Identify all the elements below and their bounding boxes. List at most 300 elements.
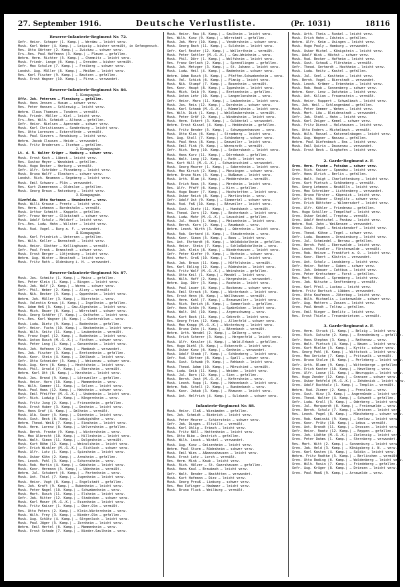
casualty-entry: Wehrm. Rud. Ziemer (2. Komp.) — Prenzlau — verw. xyxy=(292,387,388,392)
casualty-entry: Musk. Arth. Theis — Runkel — leicht verw. xyxy=(292,32,374,36)
header-title: Deutsche Verlustliste. xyxy=(135,18,257,28)
casualty-entry: Res. Ludw. Geib (11. Komp.) — Weiden — leicht verw. xyxy=(166,368,269,373)
casualty-entry: Musk. Ludw. Dietz (9. Komp.) — Bodenheim — gefallen. xyxy=(18,321,122,326)
casualty-entry: Musk. Bruno Zahn (1. Komp.) — Bärenbach — vermißt. xyxy=(166,327,267,332)
casualty-entry: Musk. Paul Lauer (4. Komp.) — Bockenau — schwer verw. xyxy=(166,285,273,290)
casualty-entry: Musk. Heinr. Horn (10. Komp.) — Mommenheim — verw. xyxy=(18,379,118,384)
casualty-entry: Musk. Bruno Wolff — Elmshorn — schwer verw. xyxy=(18,172,104,177)
casualty-entry: Musk. Jos. Reis (12. Komp.) — Dorsheim — schwer verw. xyxy=(166,102,273,107)
casualty-entry: Res. Mart. Hänsel — Spremberg — leicht verw. xyxy=(292,276,380,281)
casualty-entry: Musk. Oskar Kühn (2. Komp.) — Armsheim — gefallen. xyxy=(18,454,118,459)
casualty-entry: Gefr. Alfr. Schröder — Pinneberg — leicht verw. xyxy=(18,168,112,173)
casualty-entry: Wehrm. Claus Thomsen — Tondern — vermißt. xyxy=(18,109,100,114)
casualty-entry: Wehrm. Theod. Weiß (7. Komp.) — Eimsheim — leicht verw. xyxy=(18,421,128,426)
casualty-entry: Gefr. Arth. Hübner — Steglitz — schwer verw. xyxy=(292,197,380,202)
casualty-entry: Gefr. Rich. Ludwig (1. Komp.) — Köngernheim — verw. xyxy=(18,396,120,401)
casualty-entry: Musk. Heinr. Stein (7. Komp.) — Schloßböckelheim — verw. xyxy=(166,243,279,248)
casualty-entry: Musk. Max Kirsch (2. Komp.) — Monzingen — schwer verw. xyxy=(166,169,275,174)
casualty-entry: Res. Franz Engel (12. Komp.) — Budenheim — leicht verw. xyxy=(18,334,128,339)
casualty-entry: Gefr. Heinr. Raatz (12. Komp.) — Reppen — gefallen. xyxy=(292,429,394,434)
casualty-entry: Gefr. Ludw. Kroll (5. Komp.) — Oderberg — leicht verw. xyxy=(292,399,400,404)
casualty-entry: Musk. Emil Strack (5. Komp.) — Winterbach — leicht verw. xyxy=(166,289,279,294)
casualty-entry: Res. Theod. Zorn (12. Komp.) — Becherbach — leicht verw. xyxy=(166,210,279,215)
spacer xyxy=(167,398,284,402)
casualty-entry: Musk. Hans Kaul — Braubach — leicht verw. xyxy=(166,467,249,472)
casualty-entry: Musk. Peter Meurer — Schierstein — schwer verw. xyxy=(166,417,261,422)
casualty-entry: Gren. Paul Wendt — Teltow — gefallen. xyxy=(292,305,366,310)
casualty-entry: Ers.-Res. Wilh. Schmidt — Altona — gefallen. xyxy=(18,117,106,122)
casualty-entry: Musk. Konr. Hermann (5. Komp.) — Udenheim — vermißt. xyxy=(18,467,122,472)
casualty-entry: Musk. Fritz Jung (2. Komp.) — Friesenheim — gefallen. xyxy=(18,400,124,405)
casualty-entry: Gefr. Rud. Gärtner (8. Komp.) — Spall — schwer verw. xyxy=(166,356,271,361)
casualty-entry: Musk. Ernst Berger — Lütjenburg — leicht verw. xyxy=(18,251,110,256)
casualty-entry: Res. Wilh. Keller — Barmstedt — leicht verw. xyxy=(18,239,106,244)
scan-border-left xyxy=(0,0,4,587)
casualty-entry: Musk. Jul. Born (12. Komp.) — Sien — gefallen. xyxy=(166,372,259,377)
casualty-entry: Landst. Rich. Neumann — Segeberg — leicht verw. xyxy=(18,176,112,181)
casualty-entry: Gren. Gust. Engel — Reinickendorf — leicht verw. xyxy=(292,226,388,231)
casualty-entry: Musk. Jos. Brand (9. Komp.) — Lörzweiler — gefallen. xyxy=(18,375,122,380)
casualty-entry: Gefr. Paul Frank — Bramstedt — schwer verw. xyxy=(18,247,104,252)
casualty-entry: Musk. Rud. Vogel — Burg a. F. — verwundet. xyxy=(18,226,102,231)
casualty-entry: Musk. Erich Hahn — Idstein — gefallen. xyxy=(292,36,368,41)
casualty-entry: Musk. Otto Klos (6. Komp.) — Stromberg — leicht verw. xyxy=(166,131,273,136)
casualty-entry: Gren. Jul. Marquardt (6. Komp.) — Freienwalde — verw. xyxy=(292,404,398,409)
casualty-entry: Musk. Ant. Thiel (7. Komp.) — Jugenheim — leicht verw. xyxy=(18,475,126,480)
casualty-entry: Res. Karl Fischer (9. Komp.) — Bautzen — gefallen. xyxy=(18,72,118,77)
casualty-entry: Musk. Gust. Beck (6. Komp.) — Ludwigshöhe — verw. xyxy=(18,417,116,422)
casualty-entry: Gren. Bruno Stolze (8. Komp.) — Perleberg — leicht verw. xyxy=(292,358,404,363)
casualty-entry: Gefr. Arth. Blume (9. Komp.) — Wittenberge — gefallen. xyxy=(292,362,400,367)
column-3 xyxy=(288,32,405,577)
casualty-entry: Wehrm. Leonh. Wirth (3. Komp.) — Odernheim — leicht verw. xyxy=(166,227,281,232)
casualty-entry: Gren. Otto Kaufmann — Jüterbog — leicht verw. xyxy=(292,292,382,297)
casualty-entry: Musk. Fritz Nöll — Hattenheim — leicht verw. xyxy=(166,430,255,435)
casualty-entry: Wehrm. Fritz Radtke (5. Komp.) — Berlinchen — vermißt. xyxy=(292,454,400,458)
casualty-entry: Musk. Wilh. Lauck — Winkel — verwundet. xyxy=(166,438,245,443)
casualty-entry: Gren. Alfr. Köhler — Friedenau — gefallen. xyxy=(292,205,376,210)
casualty-entry: Musk. Emil Schwarz — Plön — verwundet. xyxy=(18,180,94,185)
casualty-entry: Gefr. Rich. Berg (10. Komp.) — Seibersbach — leicht verw. xyxy=(166,148,281,153)
casualty-entry: Res. Herm. Mink — Kaub — leicht verw. xyxy=(166,459,241,464)
casualty-entry: Gren. Erich Böttcher — Wilmersdorf — leicht verw. xyxy=(292,201,390,206)
casualty-entry: Gren. Kurt Pietsch — Schöneberg — vermißt. xyxy=(292,180,376,185)
casualty-entry: Res. Kurt Hill (M.-G.-K.) — Schweinschied — verwundet. xyxy=(166,160,275,165)
casualty-entry: Musk. Peter Sattler (M.-G.-K.) — Gau-Weinheim — verw. xyxy=(166,52,273,57)
casualty-entry: Musk. Jos. Schmitz (1. Komp.) — Mainz — gefallen. xyxy=(18,275,116,280)
casualty-entry: Musk. Georg Braun — Ratzeburg — leicht verw. xyxy=(18,188,106,193)
casualty-entry: Gefr. Hans Schön (9. Komp.) — Spabrücken — leicht verw. xyxy=(166,306,277,311)
casualty-entry: Musk. Ernst Wagner (10. Komp.) — Pirna — verwundet. xyxy=(18,76,120,81)
casualty-entry: Musk. Mart. Groß (10. Komp.) — Traisen — leicht verw. xyxy=(166,256,273,261)
casualty-entry: Gefr. Heinr. Marx (11. Komp.) — Laubenheim — leicht verw. xyxy=(166,98,281,103)
casualty-entry: Musk. Konr. Stein (4. Komp.) — Zahlbach — leicht verw. xyxy=(18,354,126,359)
casualty-entry: Musk. Heinr. Rau (8. Komp.) — Saulheim — leicht verw. xyxy=(166,32,273,36)
casualty-entry: Res. Kurt Zimmermann — Oldesloe — gefallen. xyxy=(18,184,104,189)
casualty-entry: Musk. Friedr. Möller — Kiel — leicht verw. xyxy=(18,113,102,118)
casualty-entry: Gren. Jak. Held (3. Komp.) — Königsberg i. N. — verw. xyxy=(292,445,398,450)
casualty-entry: Musk. Georg Preuß — Limburg — schwer verw. xyxy=(166,479,251,484)
casualty-entry: Musk. Rich. Hölzer — St. Goarshausen — gefallen. xyxy=(166,463,263,468)
casualty-entry: Gefr. Erich Winkler (M.-G.-K.) — Eichloch — schwer verw. xyxy=(18,446,130,451)
casualty-entry: Gren. Ant. Brandt (11. Komp.) — Drossen — leicht verw. xyxy=(292,424,400,429)
casualty-entry: Musk. Ludw. Reitz — Kastel — gefallen. xyxy=(292,69,368,74)
casualty-entry: Musk. Karl Moser (M.-G.-K.) — Essenheim — leicht verw. xyxy=(18,500,126,505)
casualty-entry: Musk. Friedr. Lange (6. Komp.) — Dresden — bisher vermißt. xyxy=(18,60,134,65)
casualty-entry: Musk. Hans Jensen — Husum — schwer verw. xyxy=(18,101,98,106)
spacer xyxy=(18,264,159,268)
casualty-entry: Wehrm. Jacob Clausen — Heide — verwundet. xyxy=(18,138,100,143)
casualty-entry: Musk. Walt. Ohl (10. Komp.) — Argenschwang — verw. xyxy=(166,310,267,315)
casualty-entry: Gren. Jak. Nitsche — Senftenberg — vermißt. xyxy=(292,280,378,285)
casualty-entry: Gren. Rob. Kaminski (9. Komp.) — Seelow — leicht verw. xyxy=(292,416,400,421)
casualty-entry: Musk. Bernh. Korn (2. Komp.) — Raumbach — verw. xyxy=(166,223,261,228)
casualty-entry: Gren. Oskar Seidel — Treptow — vermißt. xyxy=(292,213,370,218)
header-date: 27. September 1916. xyxy=(18,19,102,28)
casualty-entry: Musk. Leonh. Rupp (1. Komp.) — Hahnenbach — leicht verw. xyxy=(166,381,279,386)
casualty-entry: Res. Ernst Henn (6. Komp.) — Wallhausen — vermißt. xyxy=(166,293,267,298)
casualty-entry: Gefr. Walt. Bender — Nastätten — verwundet. xyxy=(166,471,253,476)
casualty-entry: Musk. Rob. Martin (4. Komp.) — Gabsheim — leicht verw. xyxy=(18,462,126,467)
casualty-entry: Res. Otto Gärtner (2. Komp.) — Zwickau — schwer verw. xyxy=(18,47,124,52)
casualty-entry: Gren. Walt. Voigt — Charlottenburg — leicht verw. xyxy=(292,176,390,181)
regiment-heading: Reserve-Infanterie-Regiment Nr. 72. xyxy=(49,33,128,39)
casualty-entry: Musk. Aug. Kunz — Geisenheim — leicht verw. xyxy=(166,442,253,447)
casualty-entry: Musk. Rob. Haub — Sonnenberg — schwer verw. xyxy=(292,86,378,91)
casualty-entry: Gren. Rich. Kaiser — Spandau — leicht verw. xyxy=(292,168,378,173)
casualty-entry: Gefr. Karl Reuter (12. Komp.) — Wallertheim — vermißt. xyxy=(166,48,275,53)
casualty-entry: Musk. Mich. Seib (9. Komp.) — Bretzenheim — gefallen. xyxy=(166,90,273,95)
casualty-entry: Wehrm. Rob. Schell (2. Komp.) — Bundenbach — verw. xyxy=(166,385,267,390)
company-heading: 1. Kompagnie. xyxy=(75,92,102,97)
casualty-entry: Gefr. Hans Ulrich — Berlin — gefallen. xyxy=(292,172,368,177)
casualty-entry: Res. Wilh. Sommer (11. Komp.) — Selzen — leicht verw. xyxy=(18,383,124,388)
casualty-entry: Ers.-Res. Ludw. Hahn — Wilster — leicht verw. xyxy=(18,222,108,227)
casualty-entry: Musk. Paul Hess (8. Komp.) — Daxweiler — leicht verw. xyxy=(166,140,273,145)
casualty-entry: Gefr. Heinr. Rother — Guben — schwer verw. xyxy=(292,263,376,268)
casualty-entry: Gefr. Hans Stephan (3. Komp.) — Rathenow — verw. xyxy=(292,337,388,342)
casualty-entry: Wehrm. Fritz Bartsch — Lübben — verwundet. xyxy=(292,288,376,293)
casualty-entry: Musk. Fritz Brodersen — Itzehoe — gefallen. xyxy=(18,142,104,147)
casualty-entry: Musk. Gust. Dietz (11. Komp.) — Hundsbach — vermißt. xyxy=(166,206,271,211)
casualty-entry: Res. Otto Enders — Michelbach — vermißt. xyxy=(292,127,372,132)
casualty-entry: Wehrm. Rud. Jahn — Weißensee — verwundet. xyxy=(292,222,374,227)
casualty-entry: Musk. Ernst Beck — Singhofen — leicht verw. xyxy=(292,148,378,153)
casualty-entry: Gren. Paul Maaß (9. Komp.) — Arnswalde — verw. xyxy=(292,470,384,475)
column-1 xyxy=(18,32,159,577)
casualty-entry: Gren. Max Gericke (7. Komp.) — Pritzwalk — vermißt. xyxy=(292,354,394,359)
casualty-entry: Musk. Nik. Stumpf (7. Komp.) — Bosenheim — vermißt. xyxy=(166,81,269,86)
casualty-entry: Gren. Bruno Förster — Köpenick — leicht verw. xyxy=(292,193,382,198)
scan-border-top xyxy=(0,0,400,14)
casualty-entry: Musk. Paul Jäger (5. Komp.) — Zornheim — leicht verw. xyxy=(18,521,124,526)
casualty-entry: Gefr. Franz Werner — Glückstadt — schwer verw. xyxy=(18,214,110,219)
casualty-entry: Res. Joh. Weil — Schlangenbad — gefallen. xyxy=(292,102,374,107)
casualty-entry: Wehrm. Paul Diefenbach — Ems — leicht verw. xyxy=(292,140,378,145)
casualty-entry: Musk. Emil Quirin — Dausenau — verwundet. xyxy=(292,144,374,149)
casualty-entry: Musk. Valentin Kraus (4. Komp.) — Ingelheim — gefallen. xyxy=(18,300,128,305)
casualty-entry: Res. Wilh. Dick (1. Komp.) — Waldlaubersheim — vermißt. xyxy=(166,110,277,115)
casualty-entry: Musk. Max Knapp (M.-G.-K.) — Winterburg — leicht verw. xyxy=(166,322,275,327)
casualty-entry: Gren. Wilh. Rosin (7. Komp.) — Friedeberg — gefallen. xyxy=(292,462,398,467)
scan-border-bottom xyxy=(0,581,400,587)
casualty-entry: Wehrm. Ernst Kissel (4. Komp.) — Heddesheim — gefallen. xyxy=(166,123,277,128)
casualty-entry: Musk. Heinr. Vogt (8. Komp.) — Engelstadt — gefallen. xyxy=(18,479,124,484)
spacer xyxy=(292,318,405,322)
casualty-entry: Musk. Karl Zeiger — Kemel — schwer verw. xyxy=(292,119,372,124)
header-page-number: 18116 xyxy=(365,19,390,28)
casualty-entry: Gren. Theod. Wolter (4. Komp.) — Schwedt — gefallen. xyxy=(292,395,396,400)
regiment-heading: Reserve-Infanterie-Regiment Nr. 87. xyxy=(49,269,128,275)
casualty-entry: Musk. Val. Schick (6. Komp.) — Planig — leicht verw. xyxy=(166,77,271,82)
casualty-entry: Musk. Leonh. Krämer — Erbenheim — leicht verw. xyxy=(292,81,384,86)
casualty-entry: Musk. Jak. Wolf (2. Komp.) — Worms — schwer verw. xyxy=(18,284,116,289)
casualty-entry: Musk. Fritz Roth — Oldenburg i. H. — verwundet. xyxy=(18,260,112,265)
casualty-entry: Gefr. Otto Schneider (5. Komp.) — Weisenau — schwer verw. xyxy=(18,358,132,363)
casualty-entry: Musk. Karl Weber (4. Komp.) — Leipzig — bisher vermißt, in Gefangensch. xyxy=(18,43,159,48)
casualty-entry: Ers.-Res. Paul Hoffmann (3. Komp.) — Plauen — gefallen. xyxy=(18,51,128,56)
casualty-entry: Wehrm. Emil Hertel (6. Komp.) — Mommenheim — verw. xyxy=(18,525,118,530)
casualty-entry: Musk. Kurt Böhm (12. Komp.) — Weinolsheim — leicht verw. xyxy=(18,442,130,447)
column-2 xyxy=(163,32,284,577)
casualty-entry: Musk. Hugo Bauer (7. Komp.) — Hochstetten — leicht verw. xyxy=(166,189,279,194)
casualty-entry: Gren. Joh. Gebauer — Cottbus — leicht verw. xyxy=(292,267,378,272)
casualty-entry: Musk. Adolf Schulz — Meldorf — leicht verw. xyxy=(18,218,104,223)
casualty-entry: Gren. Adolf Buchholz (1. Komp.) — Templin — vermißt. xyxy=(292,383,396,388)
casualty-entry: Gefr. Jak. Ritter (12. Komp.) — Stadecken — schwer verw. xyxy=(18,496,130,501)
casualty-entry: Musk. Anton Lehr (10. Komp.) — Langenlonsheim — verw. xyxy=(166,94,273,99)
casualty-entry: Musk. Ernst Koch — Lübeck — leicht verw. xyxy=(18,155,98,160)
casualty-entry: Musk. Theod. Adam (10. Komp.) — Mörschied — vermißt. xyxy=(166,364,271,369)
casualty-entry: Musk. Heinr. Claß — Wiesbaden — gefallen. xyxy=(166,409,249,414)
casualty-entry: Res. Leonh. Fiedler — Fürstenwalde — vermißt. xyxy=(292,247,382,252)
casualty-entry: Gren. Wilh. Michaelis — Luckenwalde — schwer verw. xyxy=(292,297,392,302)
casualty-entry: Gren. Kurt Mielke (5. Komp.) — Kyritz — schwer verw. xyxy=(292,345,396,350)
casualty-entry: Musk. Fritz Dienst — Holzhausen — leicht verw. xyxy=(292,123,384,128)
casualty-entry: Musk. Aug. Kern (6. Komp.) — Hechtsheim — leicht verw. xyxy=(18,363,126,368)
casualty-entry: Res. Karl Ebling (12. Komp.) — Rüdesheim — leicht verw. xyxy=(166,264,277,269)
casualty-entry: Res. Mart. Witt (2. Komp.) — Sonnenburg — leicht verw. xyxy=(292,441,400,446)
casualty-entry: Musk. Peter Gräf (2. Komp.) — Windesheim — leicht verw. xyxy=(166,115,277,120)
casualty-entry: Gefr. Peter Kiefer (9. Komp.) — Norheim — schwer verw. xyxy=(166,252,275,257)
casualty-entry: Musk. Aug. Schütz (4. Komp.) — Sörgenloch — leicht verw. xyxy=(18,516,130,521)
casualty-entry: Gren. Herm. Struck (1. Komp.) — Belzig — leicht verw. xyxy=(292,329,398,334)
casualty-entry: Gren. Rich. Gutsche (2. Komp.) — Brandenburg — gefallen. xyxy=(292,333,404,338)
casualty-entry: Wehrm. Arth. Wendel (2. Komp.) — Dalberg — verw. xyxy=(166,331,263,336)
casualty-entry: Gren. Peter Kretschmer — Forst — gefallen. xyxy=(292,272,376,277)
casualty-entry: Musk. Arth. Blum (4. Komp.) — Meddersheim — vermißt. xyxy=(166,177,271,182)
casualty-entry: Landst. Aug. Müller (8. Komp.) — Meißen — leicht verw. xyxy=(18,68,126,73)
casualty-entry: Gren. Peter Dahms (1. Komp.) — Sternberg — verwundet. xyxy=(292,437,398,442)
casualty-entry: Musk. Ernst Huber (3. Komp.) — Dexheim — leicht verw. xyxy=(18,404,124,409)
casualty-entry: Musk. Bernh. Franke (9. Komp.) — Wintersheim — verw. xyxy=(18,429,122,434)
casualty-entry: Musk. Georg Schäfer (7. Komp.) — Osthofen — leicht verw. xyxy=(18,313,130,318)
casualty-entry: Musk. Anton Busch (M.-G.-K.) — Finthen — schwer verw. xyxy=(18,338,124,343)
casualty-entry: Musk. Kurt Bock (11. Komp.) — Gebroth — leicht verw. xyxy=(166,314,271,319)
casualty-entry: Musk. Peter Nagel (10. Komp.) — Schwabenheim — verw. xyxy=(18,487,122,492)
casualty-entry: Uffz. Joh. Petersen — Flensburg — gefallen. xyxy=(18,97,104,102)
casualty-entry: Musk. Ludw. Mohr (M.-G.-K.) — Lauschied — gefallen. xyxy=(166,214,269,219)
casualty-entry: Gren. Emil Rieger — Beelitz — leicht verw. xyxy=(292,309,376,314)
casualty-entry: Musk. Ernst Schade (7. Komp.) — Nieder-Saulheim — verw. xyxy=(18,529,128,534)
casualty-entry: Musk. Wilh. Rossel — Katzenelnbogen — leicht verw. xyxy=(292,131,392,136)
casualty-entry: Res. Georg Pahl (6. Komp.) — Wittstock — leicht verw. xyxy=(292,350,398,355)
company-heading: 4. Kompagnie. xyxy=(75,230,102,235)
casualty-entry: Res. Georg Lehmann — Neukölln — leicht verw. xyxy=(292,184,380,189)
company-heading: 2. Kompagnie. xyxy=(75,146,102,151)
casualty-entry: Musk. Jul. Seel — Kostheim — leicht verw. xyxy=(292,73,374,78)
casualty-entry: Gren. Herm. Franke — Potsdam — schwer verw. xyxy=(292,164,378,169)
casualty-entry: Musk. Jak. Braun (11. Komp.) — Hüffelsheim — vermißt. xyxy=(166,260,273,265)
casualty-entry: Res. Jak. Fischer (3. Komp.) — Bretzenheim — gefallen. xyxy=(18,350,126,355)
casualty-entry: Res. Leonh. Pohl (3. Komp.) — Schornsheim — verw. xyxy=(18,458,116,463)
casualty-entry: Musk. Erich Scherer (3. Komp.) — Hergenfeld — leicht verw. xyxy=(166,335,283,340)
casualty-entry: Gefr. Ludw. Baumann — Oranienburg — leicht verw. xyxy=(292,234,388,239)
casualty-entry: Gren. Walt. Pietsch (4. Komp.) — Nauen — leicht verw. xyxy=(292,341,398,346)
casualty-entry: Musk. Peter Lang (1. Komp.) — Gonsenheim — leicht verw. xyxy=(18,342,128,347)
casualty-entry: Musk. Herm. Kohl (7. Komp.) — Braunweiler — leicht verw. xyxy=(166,298,279,302)
casualty-entry: Wehrm. Herm. Richter (5. Komp.) — Chemnitz — leicht verw. xyxy=(18,56,132,61)
casualty-entry: Musk. Joh. Klein (8. Komp.) — Niederhausen — leicht verw. xyxy=(166,248,281,253)
casualty-entry: Musk. Otto Keil (1. Komp.) — Mandel — leicht verw. xyxy=(166,273,267,278)
company-heading: 3. Kompagnie. xyxy=(75,193,102,197)
casualty-entry: Musk. Walt. Lang (12. Komp.) — Roth — leicht verw. xyxy=(166,156,267,161)
casualty-entry: Lt. d. R. Walter Krüger — Hamburg — schwer verw. xyxy=(18,151,114,156)
casualty-entry: Res. Otto Bibo — Oestrich — gefallen. xyxy=(166,434,241,439)
casualty-entry: Res. Ant. Ehrhardt (6. Komp.) — Waldböckelheim — gefallen. xyxy=(166,239,283,244)
casualty-entry: Musk. Ant. Helfrich (4. Komp.) — Sulzbach — schwer verw. xyxy=(166,393,279,398)
casualty-entry: Res. Hans Graf (4. Komp.) — Dalheim — vermißt. xyxy=(18,408,110,413)
casualty-entry: Wehrm. Konr. Lenz — Dotzheim — leicht verw. xyxy=(292,90,378,95)
casualty-entry: Res. Joh. Kraft (9. Komp.) — Bubenheim — leicht verw. xyxy=(18,483,124,488)
casualty-entry: Gren. Theod. Kühne — Tegel — schwer verw. xyxy=(292,230,374,235)
casualty-entry: Res. Adam Heß (5. Komp.) — Gau-Algesheim — leicht verw. xyxy=(18,304,128,309)
casualty-entry: Res. Hugo Schiller — Tempelhof — leicht verw. xyxy=(292,209,382,214)
casualty-entry: Musk. Erich Roos (5. Komp.) — Merxheim — leicht verw. xyxy=(166,181,273,186)
casualty-entry: Musk. Willi Krause — Preetz — leicht verw. xyxy=(18,201,102,206)
casualty-entry: Wehrm. Aug. Dörr (3. Komp.) — Roxheim — leicht verw. xyxy=(166,281,271,286)
casualty-entry: Musk. Jak. Merz (10. Komp.) — Vendersheim — schwer verw. xyxy=(166,40,279,45)
casualty-entry: Musk. Mich. Bauer (6. Komp.) — Wörrstadt — schwer verw. xyxy=(18,309,128,314)
casualty-entry: Musk. Emil Fink (9. Komp.) — Warmsroth — vermißt. xyxy=(166,144,265,149)
casualty-entry: Gren. Gust. Hinz (3. Komp.) — Angermünde — leicht verw. xyxy=(292,391,402,396)
casualty-entry: Wehrm. Paul Sturm — Rüdesheim — schwer verw. xyxy=(166,446,255,451)
casualty-entry: Gren. Max Schreiber — Lichtenberg — verwundet. xyxy=(292,188,384,193)
casualty-entry: Musk. Hugo Pauly — Homburg — verwundet. xyxy=(292,44,370,49)
casualty-entry: Musk. Heinr. Günther — Kellinghusen — vermißt. xyxy=(18,243,110,248)
casualty-entry: Gefr. Heinr. Nielsen — Apenrade — schwer verw. xyxy=(18,122,110,126)
casualty-entry: Res. Peter Klein (1. Komp.) — Bingen — leicht verw. xyxy=(18,280,120,284)
casualty-entry: Musk. Rud. Faß (10. Komp.) — Bärweiler — leicht verw. xyxy=(166,202,273,207)
casualty-entry: Musk. Paul Sievers — Rendsburg — leicht verw. xyxy=(18,134,108,139)
casualty-entry: Res. Georg Fries (12. Komp.) — Allenfeld — schwer verw. xyxy=(166,318,277,323)
casualty-entry: Musk. Karl Schaab (M.-G.-K.) — Rümmelsheim — leicht verw. xyxy=(166,106,281,111)
casualty-entry: Musk. Joh. Metzger (3. Komp.) — St. Johann — leicht verw. xyxy=(166,65,281,70)
casualty-entry: Musk. Ernst Lotz — Lorch — vermißt. xyxy=(166,454,237,459)
casualty-entry: Musk. Joh. Hofmann (2. Komp.) — Mombach — verwundet. xyxy=(18,346,122,351)
casualty-entry: Musk. Herm. Eckert (3. Komp.) — Guldental — verwundet. xyxy=(166,119,275,124)
casualty-entry: Musk. Karl Ohlig — Erbach — leicht verw. xyxy=(166,425,247,430)
casualty-entry: Res. Peter Hansen — Schleswig — leicht verw. xyxy=(18,105,106,110)
casualty-entry: Res. Herm. Lehmann — Bordesholm — vermißt. xyxy=(18,205,102,210)
casualty-entry: Musk. Jul. Hauck (1. Komp.) — Meisenheim — leicht verw. xyxy=(166,219,277,224)
casualty-entry: Gren. Otto Bading (6. Komp.) — Woldenberg — leicht verw. xyxy=(292,458,404,463)
casualty-entry: Gefr. Theod. Gerhardt — Hochheim — leicht verw. xyxy=(292,65,386,70)
casualty-entry: Gefr. Max Schulze (7. Komp.) — Freiberg — schwer verw. xyxy=(18,64,126,69)
casualty-entry: Musk. Herm. Lorenz (8. Komp.) — Uelversheim — gefallen. xyxy=(18,425,128,430)
casualty-entry: Gren. Karl Kasten (4. Komp.) — Soldin — leicht verw. xyxy=(292,449,396,454)
casualty-entry: Musk. Peter Gemmer — Wehen — leicht verw. xyxy=(292,106,374,111)
casualty-entry: Musk. Aug. Wagner — Nassau — gefallen. xyxy=(292,135,368,140)
casualty-entry: Gefr. Adolf Ost (9. Komp.) — Simmertal — schwer verw. xyxy=(166,198,273,203)
casualty-entry: Res. Franz Gerlach (2. Komp.) — Sprendlingen — gefallen. xyxy=(166,61,279,66)
casualty-entry: Musk. Wilh. Frey (3. Komp.) — Nieder-Olm — gefallen. xyxy=(18,512,122,517)
casualty-entry: Musk. Hugo Becker — Harburg — vermißt. xyxy=(18,163,94,168)
casualty-entry: Musk. Bernh. Jost (M.-G.-K.) — Kefersheim — verw. xyxy=(166,376,265,381)
casualty-entry: Res. Adolf Wink — Höchst — schwer verw. xyxy=(292,52,370,57)
casualty-entry: Musk. Karl Christiansen — Sonderburg — leicht verw. xyxy=(18,126,120,131)
casualty-entry: Wehrm. Jul. Schubert (6. Komp.) — Partenheim — verw. xyxy=(18,471,122,476)
casualty-entry: Musk. Fritz Kaiser (1. Komp.) — Ober-Olm — vermißt. xyxy=(18,504,120,509)
casualty-entry: Wehrm. Karl Ott (8. Komp.) — Harxheim — leicht verw. xyxy=(18,371,122,376)
casualty-entry: Musk. Georg Maurer (1. Komp.) — Sobernheim — leicht verw. xyxy=(166,165,281,169)
casualty-entry: Musk. Gust. Schauß — Flörsheim — vermißt. xyxy=(292,61,374,66)
casualty-entry: Gren. Rob. Heinze — Frankfurt a. O. — leicht verw. xyxy=(292,251,392,256)
casualty-entry: Musk. Fritz Wolf (M.-G.-K.) — Weinsheim — gefallen. xyxy=(166,268,269,273)
casualty-entry: Res. Hugo Zander (12. Komp.) — Gransee — schwer verw. xyxy=(292,375,398,380)
casualty-entry: Musk. Fritz Bender (5. Komp.) — Schweppenhausen — verw. xyxy=(166,127,277,132)
casualty-entry: Gefr. Heinr. Fuchs (10. Komp.) — Nackenheim — leicht verw. xyxy=(18,325,134,330)
casualty-entry: Res. Bernh. Vogel — Bierstadt — verwundet. xyxy=(292,77,376,82)
casualty-entry: Wehrm. Adam Busch (5. Komp.) — Pfaffen-Schwabenheim — verw. xyxy=(166,73,285,78)
casualty-entry: Musk. Rob. Gerhard (4. Komp.) — Staudernheim — verw. xyxy=(166,231,271,236)
spacer xyxy=(18,81,159,85)
casualty-entry: Musk. Arthur Schmitt — Kappeln — gefallen. xyxy=(18,209,102,214)
casualty-entry: Gren. Alfr. Loose (11. Komp.) — Neuruppin — leicht verw. xyxy=(292,370,404,375)
casualty-entry: Musk. Emil Pfeiffer (M.-G.-K.) — Undenheim — leicht verw. xyxy=(18,392,132,397)
casualty-entry: Musk. Oskar Kunz (6. Komp.) — Genheim — verwundet. xyxy=(166,347,267,352)
casualty-entry: Res. Alfr. Pfaff (6. Komp.) — Kirn — gefallen. xyxy=(166,185,259,190)
casualty-entry: Res. Wilh. Kunz (9. Komp.) — Wörrstadt — gefallen. xyxy=(166,36,267,41)
casualty-entry: Musk. Hans Kurz (11. Komp.) — Dörrebach — gefallen. xyxy=(166,152,269,157)
casualty-entry: Gren. Oskar Rehfeld (M.-G.-K.) — Zehdenick — leicht verw. xyxy=(292,379,405,384)
casualty-entry: Res. Otto Lorenzen — Eckernförde — vermißt. xyxy=(18,130,104,135)
casualty-entry: Musk. Heinr. Ruppert — Schwalbach — leicht verw. xyxy=(292,98,388,103)
casualty-entry: Gefr. Phil. Weber (2. Komp.) — Alzey — vermißt. xyxy=(18,288,112,293)
spacer xyxy=(292,153,405,157)
casualty-entry: Res. Aug. Stoll (7. Komp.) — Schöneberg — schwer verw. xyxy=(166,135,275,140)
casualty-entry: Musk. Alfr. Lutz (1. Komp.) — Spiesheim — leicht verw. xyxy=(18,450,126,455)
casualty-entry: Gren. Bernh. Schulz (7. Komp.) — Wriezen — leicht verw. xyxy=(292,408,402,413)
casualty-entry: Musk. Karl Friedrich — Uetersen — gefallen. xyxy=(18,235,104,240)
casualty-entry: Gren. Konr. Prütz (10. Komp.) — Lebus — vermißt. xyxy=(292,420,388,425)
casualty-entry: Musk. Oskar Reich (8. Komp.) — Martinstein — verw. xyxy=(166,194,267,199)
casualty-entry: Gren. Jul. Schmiedel — Bernau — gefallen. xyxy=(292,238,374,243)
casualty-entry: Musk. Bruno Fluck — Weilburg — vermißt. xyxy=(166,488,245,493)
casualty-entry: Gefr. Jak. Stahl — Hahn — leicht verw. xyxy=(292,115,368,120)
casualty-entry: Musk. Rich. Emrich (8. Komp.) — Sommerloch — gefallen. xyxy=(166,302,275,307)
casualty-entry: Gren. Bernh. Pohl — Eberswalde — leicht verw. xyxy=(292,243,382,247)
casualty-entry: Gren. Ant. Scholz — Landsberg — leicht verw. xyxy=(292,259,380,264)
casualty-entry: Musk. Mart. Löw — Bleidenstadt — verwundet. xyxy=(292,110,378,115)
casualty-entry: Musk. Adolf Staab (7. Komp.) — Schöneberg — leicht verw. xyxy=(166,352,279,357)
casualty-entry: Musk. Phil. Arnold (7. Komp.) — Ebersheim — vermißt. xyxy=(18,367,122,372)
casualty-entry: Gren. Erich Kanter (10. Komp.) — Havelberg — verw. xyxy=(292,366,392,371)
casualty-entry: Gefr. Aug. Mattern — Zossen — leicht verw. xyxy=(292,301,376,306)
casualty-entry: Musk. Paul Haas (12. Komp.) — Hahnheim — schwer verw. xyxy=(18,388,124,393)
casualty-entry: Musk. Rud. Becker — Hofheim — leicht verw. xyxy=(292,56,376,61)
casualty-entry: Vizefeldw. Otto Hartmann — Neumünster — verw. xyxy=(18,197,108,202)
